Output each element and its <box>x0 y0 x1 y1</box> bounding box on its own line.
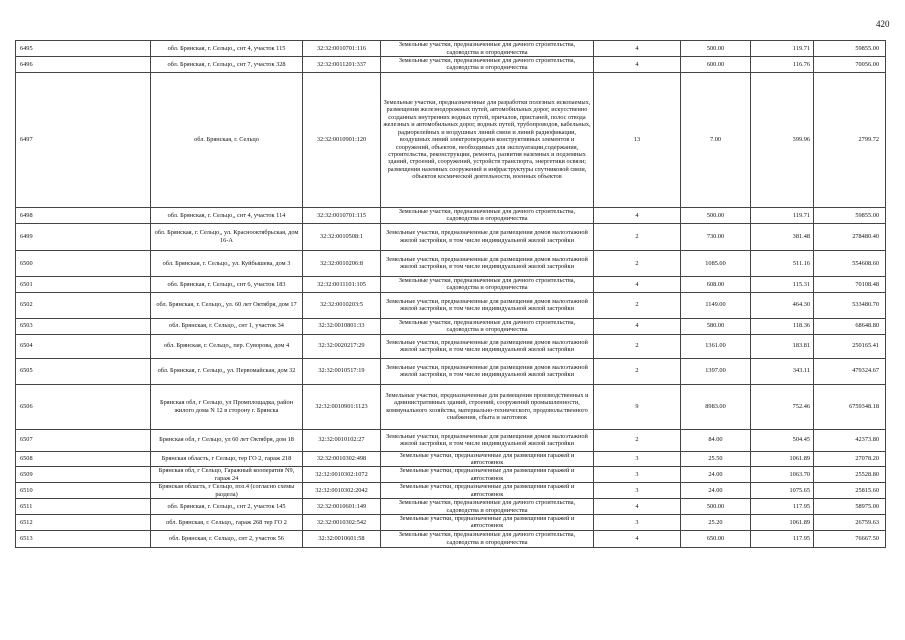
cadastral-number-cell: 32:32:0010601:58 <box>303 530 381 547</box>
row-number: 6504 <box>16 334 151 358</box>
specific-value-cell: 1061.89 <box>751 451 814 467</box>
row-number: 6509 <box>16 467 151 483</box>
land-use-purpose-cell: Земельные участки, предназначенные для размещения гаражей и автостоянок <box>381 467 594 483</box>
row-number: 6503 <box>16 318 151 334</box>
land-use-purpose-cell: Земельные участки, предназначенные для размещения гаражей и автостоянок <box>381 451 594 467</box>
table-row <box>16 318 886 334</box>
cadastral-number-cell: 32:32:0010302:542 <box>303 515 381 531</box>
cadastral-value-cell: 2799.72 <box>814 72 886 207</box>
cadastral-number-cell: 32:32:0010601:149 <box>303 499 381 515</box>
area-cell: 25.50 <box>681 451 751 467</box>
group-cell: 4 <box>594 530 681 547</box>
cadastral-value-cell: 42373.80 <box>814 429 886 451</box>
table-row <box>16 207 886 223</box>
land-use-purpose-cell: Земельные участки, предназначенные для размещения производственных и административных зданий, строений, сооружений промышленности, коммунального хозяйства, материально-технического, продовольственного снабжения, сбыта и заготовок <box>381 384 594 429</box>
group-cell: 4 <box>594 499 681 515</box>
table-row <box>16 467 886 483</box>
row-number: 6505 <box>16 358 151 384</box>
land-use-purpose-cell: Земельные участки, предназначенные для размещения гаражей и автостоянок <box>381 483 594 499</box>
area-cell: 650.00 <box>681 530 751 547</box>
cadastral-value-table <box>15 40 886 548</box>
table-row <box>16 276 886 292</box>
cadastral-number-cell: 32:32:0010901:1123 <box>303 384 381 429</box>
cadastral-number-cell: 32:32:0010203:5 <box>303 292 381 318</box>
cadastral-value-cell: 58975.00 <box>814 499 886 515</box>
area-cell: 8983.00 <box>681 384 751 429</box>
area-cell: 608.00 <box>681 276 751 292</box>
address-cell: обл. Брянская, г. Сельцо,, снт 2, участок 56 <box>151 530 303 547</box>
land-use-purpose-cell: Земельные участки, предназначенные для дачного строительства, садоводства и огородничества <box>381 318 594 334</box>
specific-value-cell: 399.96 <box>751 72 814 207</box>
address-cell: обл. Брянская, г. Сельцо,, ул. Краснооктябрьская, дом 16-А <box>151 223 303 250</box>
specific-value-cell: 1061.89 <box>751 515 814 531</box>
group-cell: 4 <box>594 276 681 292</box>
table-row <box>16 451 886 467</box>
cadastral-number-cell: 32:32:0010206:8 <box>303 250 381 276</box>
area-cell: 1085.00 <box>681 250 751 276</box>
row-number: 6507 <box>16 429 151 451</box>
cadastral-value-cell: 25528.80 <box>814 467 886 483</box>
address-cell: Брянская область, г Сельцо, тер ГО 2, гараж 218 <box>151 451 303 467</box>
area-cell: 500.00 <box>681 207 751 223</box>
cadastral-value-cell: 68648.80 <box>814 318 886 334</box>
group-cell: 3 <box>594 515 681 531</box>
group-cell: 3 <box>594 483 681 499</box>
address-cell: обл. Брянская, г. Сельцо <box>151 72 303 207</box>
row-number: 6501 <box>16 276 151 292</box>
table-row <box>16 483 886 499</box>
address-cell: обл. Брянская, г. Сельцо,, снт 2, участок 145 <box>151 499 303 515</box>
area-cell: 1397.00 <box>681 358 751 384</box>
row-number: 6500 <box>16 250 151 276</box>
land-use-purpose-cell: Земельные участки, предназначенные для дачного строительства, садоводства и огородничества <box>381 41 594 57</box>
land-use-purpose-cell: Земельные участки, предназначенные для размещения домов малоэтажной жилой застройки, в том числе индивидуальной жилой застройки <box>381 358 594 384</box>
table-row <box>16 515 886 531</box>
specific-value-cell: 117.95 <box>751 530 814 547</box>
address-cell: обл. Брянская, г. Сельцо,, снт 1, участок 34 <box>151 318 303 334</box>
area-cell: 1361.00 <box>681 334 751 358</box>
row-number: 6508 <box>16 451 151 467</box>
row-number: 6497 <box>16 72 151 207</box>
area-cell: 1149.00 <box>681 292 751 318</box>
cadastral-value-cell: 27078.20 <box>814 451 886 467</box>
specific-value-cell: 752.46 <box>751 384 814 429</box>
specific-value-cell: 504.45 <box>751 429 814 451</box>
land-use-purpose-cell: Земельные участки, предназначенные для размещения гаражей и автостоянок <box>381 515 594 531</box>
cadastral-number-cell: 32:32:0010517:19 <box>303 358 381 384</box>
address-cell: обл. Брянская, г. Сельцо,, снт 4, участок 115 <box>151 41 303 57</box>
table-row <box>16 499 886 515</box>
table-row <box>16 223 886 250</box>
address-cell: обл. Брянская, г. Сельцо,, ул. Куйбышева, дом 3 <box>151 250 303 276</box>
row-number: 6512 <box>16 515 151 531</box>
land-use-purpose-cell: Земельные участки, предназначенные для дачного строительства, садоводства и огородничества <box>381 499 594 515</box>
cadastral-value-cell: 26759.63 <box>814 515 886 531</box>
group-cell: 2 <box>594 223 681 250</box>
row-number: 6513 <box>16 530 151 547</box>
specific-value-cell: 1063.70 <box>751 467 814 483</box>
address-cell: обл. Брянская, г. Сельцо,, ул. 60 лет Октября, дом 17 <box>151 292 303 318</box>
group-cell: 4 <box>594 207 681 223</box>
cadastral-number-cell: 32:32:0020217:29 <box>303 334 381 358</box>
area-cell: 24.00 <box>681 483 751 499</box>
cadastral-value-cell: 76667.50 <box>814 530 886 547</box>
cadastral-value-cell: 6759348.18 <box>814 384 886 429</box>
area-cell: 500.00 <box>681 499 751 515</box>
specific-value-cell: 183.81 <box>751 334 814 358</box>
table-row <box>16 334 886 358</box>
group-cell: 2 <box>594 292 681 318</box>
area-cell: 600.00 <box>681 57 751 73</box>
cadastral-number-cell: 32:32:0010102:27 <box>303 429 381 451</box>
row-number: 6502 <box>16 292 151 318</box>
table-row <box>16 429 886 451</box>
table-row <box>16 384 886 429</box>
group-cell: 9 <box>594 384 681 429</box>
group-cell: 2 <box>594 250 681 276</box>
address-cell: Брянская обл, г Сельцо, Гаражный кооператив N9, гараж 24 <box>151 467 303 483</box>
group-cell: 3 <box>594 451 681 467</box>
cadastral-number-cell: 32:32:0010302:498 <box>303 451 381 467</box>
group-cell: 4 <box>594 318 681 334</box>
cadastral-value-cell: 59855.00 <box>814 41 886 57</box>
cadastral-value-cell: 278480.40 <box>814 223 886 250</box>
land-use-purpose-cell: Земельные участки, предназначенные для размещения домов малоэтажной жилой застройки, в том числе индивидуальной жилой застройки <box>381 334 594 358</box>
cadastral-value-cell: 70056.00 <box>814 57 886 73</box>
cadastral-value-cell: 70108.48 <box>814 276 886 292</box>
area-cell: 500.00 <box>681 41 751 57</box>
specific-value-cell: 115.31 <box>751 276 814 292</box>
address-cell: Брянская обл, г Сельцо, ул 60 лет Октября, дом 18 <box>151 429 303 451</box>
cadastral-number-cell: 32:32:0011201:337 <box>303 57 381 73</box>
address-cell: обл. Брянская, г. Сельцо,, снт 7, участок 328 <box>151 57 303 73</box>
table-row <box>16 72 886 207</box>
table-row <box>16 292 886 318</box>
land-use-purpose-cell: Земельные участки, предназначенные для разработки полезных ископаемых, размещения железнодорожных путей, автомобильных дорог, искусственно созданных внутренних водных путей, причалов, пристаней, полос отвода железных и автомобильных дорог, водных путей, трубопроводов, кабельных, радиорелейных и воздушных линий связи и линий радиофикации, воздушных линий электропередачи конструктивных элементов и сооружений, объектов, необходимых для эксплуатации,содержания, строительства, реконструкции, ремонта, развития наземных и подземных зданий, строений, сооружений, устройств транспорта, энергетики освязи; размещения наземных сооружений и инфраструктуры спутниковой связи, объектов космической деятельности, военных объектов <box>381 72 594 207</box>
table-row <box>16 250 886 276</box>
land-use-purpose-cell: Земельные участки, предназначенные для дачного строительства, садоводства и огородничества <box>381 530 594 547</box>
area-cell: 580.00 <box>681 318 751 334</box>
specific-value-cell: 116.76 <box>751 57 814 73</box>
group-cell: 13 <box>594 72 681 207</box>
area-cell: 24.00 <box>681 467 751 483</box>
cadastral-number-cell: 32:32:0010302:1072 <box>303 467 381 483</box>
cadastral-value-cell: 554608.60 <box>814 250 886 276</box>
cadastral-number-cell: 32:32:0011101:105 <box>303 276 381 292</box>
row-number: 6498 <box>16 207 151 223</box>
cadastral-number-cell: 32:32:0010302:2042 <box>303 483 381 499</box>
address-cell: обл. Брянская, г. Сельцо,, пер. Суворова, дом 4 <box>151 334 303 358</box>
land-use-purpose-cell: Земельные участки, предназначенные для дачного строительства, садоводства и огородничества <box>381 57 594 73</box>
cadastral-number-cell: 32:32:0010701:115 <box>303 207 381 223</box>
land-use-purpose-cell: Земельные участки, предназначенные для дачного строительства, садоводства и огородничества <box>381 207 594 223</box>
address-cell: обл. Брянская, г. Сельцо,, снт 4, участок 114 <box>151 207 303 223</box>
cadastral-value-cell: 25815.60 <box>814 483 886 499</box>
table-row <box>16 358 886 384</box>
specific-value-cell: 119.71 <box>751 41 814 57</box>
specific-value-cell: 117.95 <box>751 499 814 515</box>
specific-value-cell: 343.11 <box>751 358 814 384</box>
group-cell: 4 <box>594 41 681 57</box>
cadastral-number-cell: 32:32:0010701:116 <box>303 41 381 57</box>
area-cell: 7.00 <box>681 72 751 207</box>
row-number: 6511 <box>16 499 151 515</box>
address-cell: обл. Брянская, г. Сельцо,, ул. Первомайская, дом 32 <box>151 358 303 384</box>
cadastral-number-cell: 32:32:0010508:1 <box>303 223 381 250</box>
land-use-purpose-cell: Земельные участки, предназначенные для размещения домов малоэтажной жилой застройки, в том числе индивидуальной жилой застройки <box>381 223 594 250</box>
address-cell: обл. Брянская, г. Сельцо,, снт 6, участок 183 <box>151 276 303 292</box>
address-cell: Брянская обл, г Сельцо, ул Промплощадка, район жилого дома N 12 в сторону г. Брянска <box>151 384 303 429</box>
cadastral-number-cell: 32:32:0010801:33 <box>303 318 381 334</box>
specific-value-cell: 119.71 <box>751 207 814 223</box>
group-cell: 2 <box>594 429 681 451</box>
cadastral-value-cell: 250165.41 <box>814 334 886 358</box>
specific-value-cell: 1075.65 <box>751 483 814 499</box>
area-cell: 84.00 <box>681 429 751 451</box>
cadastral-value-cell: 533480.70 <box>814 292 886 318</box>
specific-value-cell: 381.48 <box>751 223 814 250</box>
specific-value-cell: 118.36 <box>751 318 814 334</box>
row-number: 6496 <box>16 57 151 73</box>
land-use-purpose-cell: Земельные участки, предназначенные для размещения домов малоэтажной жилой застройки, в том числе индивидуальной жилой застройки <box>381 250 594 276</box>
group-cell: 4 <box>594 57 681 73</box>
table-row <box>16 41 886 57</box>
address-cell: Брянская область, г Сельцо, поз.4 (согласно схемы раздела) <box>151 483 303 499</box>
row-number: 6495 <box>16 41 151 57</box>
cadastral-value-cell: 479324.67 <box>814 358 886 384</box>
page-number: 420 <box>876 19 890 29</box>
cadastral-value-cell: 59855.00 <box>814 207 886 223</box>
address-cell: обл. Брянская, г. Сельцо,, гараж 268 тер ГО 2 <box>151 515 303 531</box>
table-row <box>16 57 886 73</box>
land-use-purpose-cell: Земельные участки, предназначенные для дачного строительства, садоводства и огородничества <box>381 276 594 292</box>
area-cell: 730.00 <box>681 223 751 250</box>
group-cell: 3 <box>594 467 681 483</box>
area-cell: 25.20 <box>681 515 751 531</box>
group-cell: 2 <box>594 358 681 384</box>
specific-value-cell: 511.16 <box>751 250 814 276</box>
row-number: 6506 <box>16 384 151 429</box>
specific-value-cell: 464.30 <box>751 292 814 318</box>
row-number: 6510 <box>16 483 151 499</box>
land-use-purpose-cell: Земельные участки, предназначенные для размещения домов малоэтажной жилой застройки, в том числе индивидуальной жилой застройки <box>381 429 594 451</box>
table-row <box>16 530 886 547</box>
group-cell: 2 <box>594 334 681 358</box>
cadastral-number-cell: 32:32:0010901:120 <box>303 72 381 207</box>
land-use-purpose-cell: Земельные участки, предназначенные для размещения домов малоэтажной жилой застройки, в том числе индивидуальной жилой застройки <box>381 292 594 318</box>
row-number: 6499 <box>16 223 151 250</box>
